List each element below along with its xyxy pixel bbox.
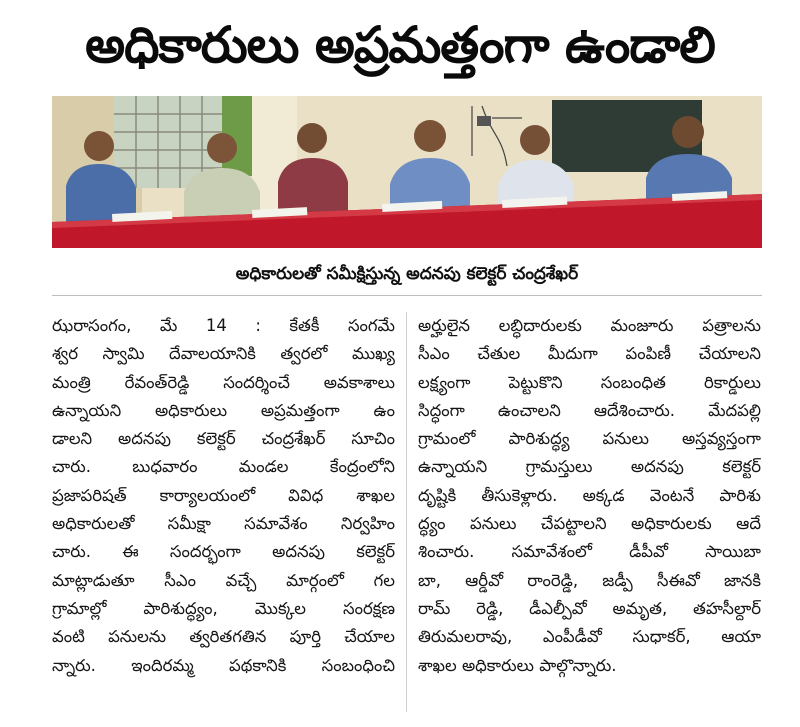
body-line: గ్రామంలో పారిశుద్ధ్య పనులు అస్తవ్యస్తంగా: [418, 429, 761, 449]
body-line: శ్వర స్వామి దేవాలయానికి త్వరలో ముఖ్య: [52, 344, 395, 364]
body-line: ద్ధ్యం పనులు చేపట్టాలని అధికారులకు ఆదే: [418, 514, 761, 534]
body-line: ఉన్నాయని అధికారులు అప్రమత్తంగా ఉం: [52, 400, 395, 420]
body-line: న్నారు. ఇందిరమ్మ పథకానికి సంబంధించి: [52, 655, 395, 675]
body-line: మాట్లాడుతూ సీఎం వచ్చే మార్గంలో గల: [52, 570, 395, 590]
body-line: ఝరాసంగం, మే 14 : కేతకీ సంగమే: [52, 316, 395, 335]
photo-caption: అధికారులతో సమీక్షిస్తున్న అదనపు కలెక్టర్ చంద్రశేఖర్: [52, 252, 762, 296]
article-headline: అధికారులు అప్రమత్తంగా ఉండాలి: [85, 16, 715, 74]
column-divider: [406, 312, 407, 712]
body-line: తిరుమలరావు, ఎంపీడీవో సుధాకర్, ఆయా: [418, 627, 761, 647]
body-line: ప్రజాపరిషత్ కార్యాలయంలో వివిధ శాఖల: [52, 485, 395, 505]
article-column-right: [418, 312, 761, 722]
body-line: అధికారులతో సమీక్షా సమావేశం నిర్వహిం: [52, 514, 395, 534]
body-line: గ్రామాల్లో పారిశుద్ధ్యం, మొక్కల సంరక్షణ: [52, 598, 395, 618]
body-line: అర్హులైన లబ్ధిదారులకు మంజూరు పత్రాలను: [418, 316, 761, 335]
body-line: దృష్టికి తీసుకెళ్లారు. అక్కడ వెంటనే పారిశు: [418, 485, 761, 505]
body-line: చారు. ఈ సందర్భంగా అదనపు కలెక్టర్: [52, 542, 395, 562]
meeting-photo-illustration: [52, 96, 762, 248]
body-line: డాలని అదనపు కలెక్టర్ చంద్రశేఖర్ సూచిం: [52, 429, 395, 449]
news-photo: [52, 96, 762, 248]
body-line: మంత్రి రేవంత్‌రెడ్డి సందర్శించే అవకాశాలు: [52, 372, 395, 392]
article-column-left: [52, 312, 395, 722]
body-line: శించారు. సమావేశంలో డీపీవో సాయిబా: [418, 542, 761, 562]
body-line: సీఎం చేతుల మీదుగా పంపిణీ చేయాలని: [418, 344, 761, 364]
body-line: సిద్ధంగా ఉంచాలని ఆదేశించారు. మేదపల్లి: [418, 400, 761, 420]
body-line: వంటి పనులను త్వరితగతిన పూర్తి చేయాల: [52, 627, 395, 647]
body-line: లక్ష్యంగా పెట్టుకొని సంబంధిత రికార్డులు: [418, 372, 761, 392]
body-line: రామ్ రెడ్డి, డీఎల్పీవో అమృత, తహసీల్దార్: [418, 598, 761, 618]
body-line: బా, ఆర్డీవో రాంరెడ్డి, జడ్పీ సీఈవో జానకి: [418, 570, 761, 590]
body-line: ఉన్నాయని గ్రామస్తులు అదనపు కలెక్టర్: [418, 457, 761, 477]
body-line: చారు. బుధవారం మండల కేంద్రంలోని: [52, 457, 395, 477]
body-line: శాఖల అధికారులు పాల్గొన్నారు.: [418, 655, 617, 675]
